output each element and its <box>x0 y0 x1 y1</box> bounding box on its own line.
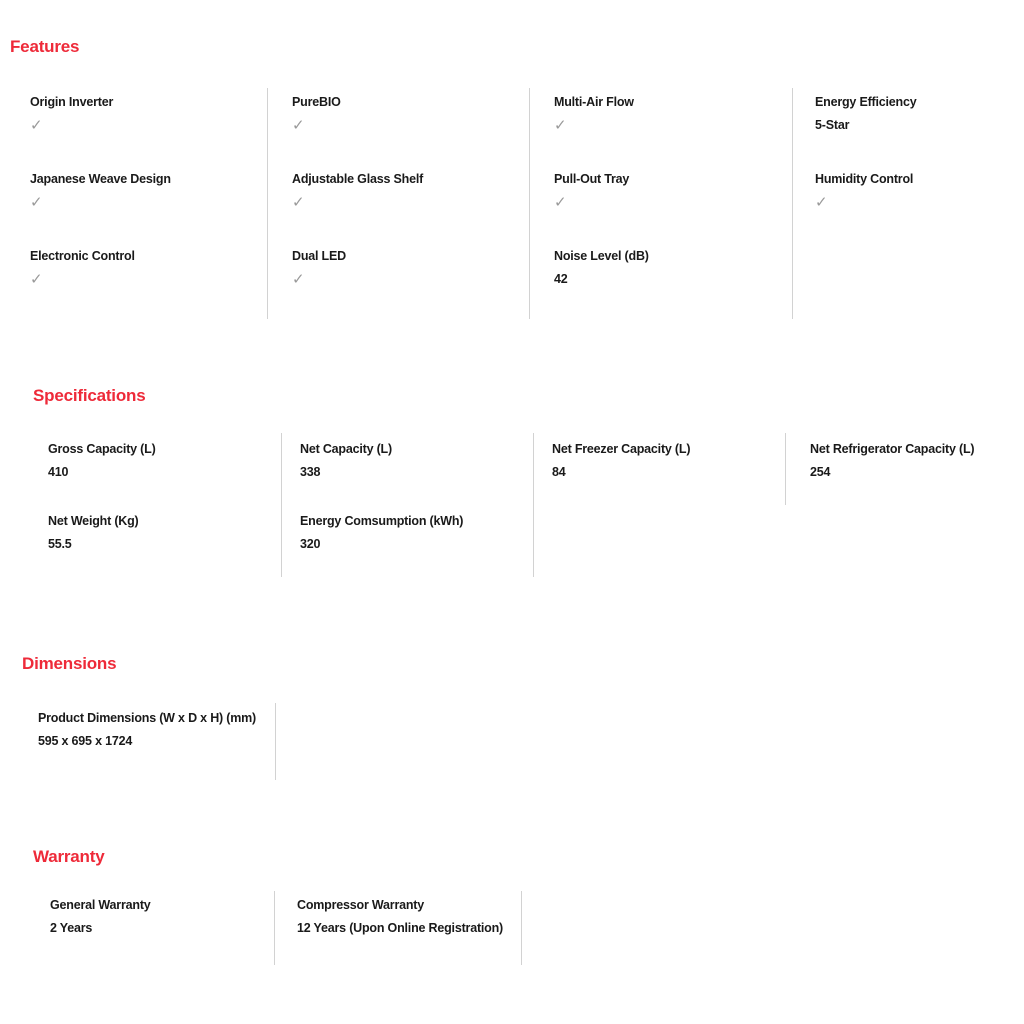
spec-value: 12 Years (Upon Online Registration) <box>297 921 504 935</box>
spec-label: Net Refrigerator Capacity (L) <box>810 442 975 456</box>
specifications-grid <box>30 433 1024 577</box>
warranty-grid <box>28 891 1024 965</box>
spec-value: 254 <box>810 465 831 479</box>
spec-value: 42 <box>554 272 568 286</box>
check-icon: ✓ <box>292 117 305 134</box>
spec-item <box>282 433 534 505</box>
spec-label: Gross Capacity (L) <box>48 442 156 456</box>
section-features <box>0 37 1024 288</box>
check-icon: ✓ <box>30 117 43 134</box>
spec-item <box>30 505 282 577</box>
spec-label: Japanese Weave Design <box>30 172 171 186</box>
check-icon: ✓ <box>292 271 305 288</box>
check-icon: ✓ <box>554 194 567 211</box>
dimensions-row <box>24 703 1024 780</box>
section-warranty <box>0 847 1024 935</box>
warranty-row <box>28 891 1024 965</box>
spec-item <box>530 88 793 165</box>
spec-item <box>786 433 1024 505</box>
spec-value: 320 <box>300 537 321 551</box>
spec-label: Noise Level (dB) <box>554 249 649 263</box>
spec-item <box>6 165 268 242</box>
spec-item <box>268 88 530 165</box>
check-icon: ✓ <box>30 271 43 288</box>
section-heading-features: Features <box>10 37 80 56</box>
check-icon: ✓ <box>292 194 305 211</box>
spec-item <box>530 165 793 242</box>
spec-label: Compressor Warranty <box>297 898 425 912</box>
empty-cell <box>522 891 769 965</box>
spec-value: 338 <box>300 465 321 479</box>
features-row <box>6 88 1024 165</box>
spec-item <box>6 88 268 165</box>
spec-label: Multi-Air Flow <box>554 95 634 109</box>
spec-value: 595 x 695 x 1724 <box>38 734 133 748</box>
spec-label: Net Capacity (L) <box>300 442 392 456</box>
spec-item <box>282 505 534 577</box>
spec-item <box>530 242 793 319</box>
spec-item <box>24 703 276 780</box>
empty-cell <box>769 891 1024 965</box>
spec-item <box>268 165 530 242</box>
spec-value: 84 <box>552 465 566 479</box>
section-heading-dimensions: Dimensions <box>22 654 117 673</box>
empty-cell <box>528 703 780 780</box>
features-grid <box>6 88 1024 319</box>
spec-value: 5-Star <box>815 118 850 132</box>
check-icon: ✓ <box>554 117 567 134</box>
spec-label: Energy Comsumption (kWh) <box>300 514 464 528</box>
spec-item <box>6 242 268 319</box>
empty-cell <box>534 505 786 577</box>
spec-label: PureBIO <box>292 95 341 109</box>
section-specifications <box>0 386 1024 551</box>
empty-cell <box>780 703 1024 780</box>
spec-label: Energy Efficiency <box>815 95 917 109</box>
spec-item <box>30 433 282 505</box>
specifications-row <box>30 433 1024 505</box>
spec-label: Dual LED <box>292 249 346 263</box>
spec-label: Pull-Out Tray <box>554 172 630 186</box>
features-row <box>6 242 1024 319</box>
spec-item <box>534 433 786 505</box>
spec-label: General Warranty <box>50 898 151 912</box>
spec-item <box>275 891 522 965</box>
spec-label: Net Freezer Capacity (L) <box>552 442 691 456</box>
spec-value: 410 <box>48 465 69 479</box>
specifications-row <box>30 505 1024 577</box>
spec-item <box>793 88 1024 165</box>
check-icon: ✓ <box>30 194 43 211</box>
spec-item <box>793 165 1024 242</box>
spec-value: 55.5 <box>48 537 72 551</box>
empty-cell <box>793 242 1024 319</box>
check-icon: ✓ <box>815 194 828 211</box>
spec-label: Origin Inverter <box>30 95 114 109</box>
features-row <box>6 165 1024 242</box>
spec-label: Humidity Control <box>815 172 914 186</box>
spec-label: Adjustable Glass Shelf <box>292 172 424 186</box>
section-heading-specifications: Specifications <box>33 386 146 405</box>
spec-label: Electronic Control <box>30 249 135 263</box>
spec-label: Net Weight (Kg) <box>48 514 139 528</box>
spec-item <box>28 891 275 965</box>
section-dimensions <box>0 654 1024 748</box>
section-heading-warranty: Warranty <box>33 847 105 866</box>
spec-value: 2 Years <box>50 921 93 935</box>
spec-item <box>268 242 530 319</box>
dimensions-grid <box>24 703 1024 780</box>
empty-cell <box>786 505 1024 577</box>
spec-label: Product Dimensions (W x D x H) (mm) <box>38 711 257 725</box>
empty-cell <box>276 703 528 780</box>
